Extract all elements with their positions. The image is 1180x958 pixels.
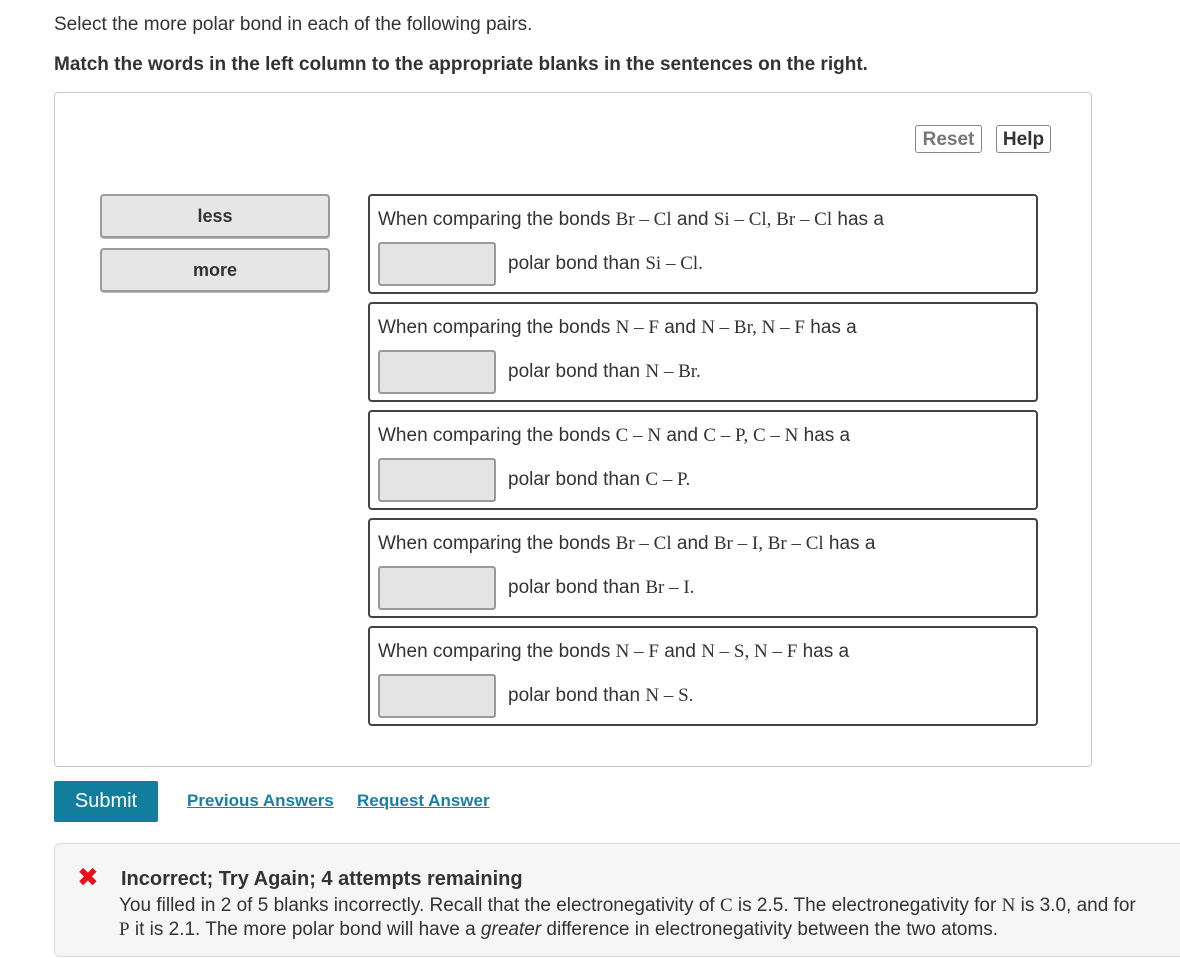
bond-formula: Br – Cl: [776, 209, 833, 230]
bond-formula: N – S: [701, 641, 745, 662]
sentence-4-line-2: [508, 577, 694, 599]
sentence-4-line-1: [378, 533, 875, 555]
sentence-text: and: [658, 317, 702, 338]
bond-formula: Si – Cl: [713, 209, 767, 230]
element-symbol: P: [119, 919, 130, 940]
sentence-text: has a: [832, 209, 884, 230]
feedback-message: [119, 894, 1179, 942]
sentence-box-4: [368, 518, 1038, 618]
answer-blank-2[interactable]: [378, 350, 496, 394]
sentence-text: and: [671, 209, 714, 230]
sentence-text: .: [688, 685, 694, 706]
word-tile-less[interactable]: less: [100, 194, 330, 238]
feedback-text: is 2.5. The electronegativity for: [732, 895, 1002, 916]
sentence-text: When comparing the bonds: [378, 641, 616, 662]
sentence-text: has a: [804, 317, 857, 338]
sentence-1-line-1: [378, 209, 884, 231]
bond-formula: N – S: [645, 685, 689, 706]
sentence-text: has a: [797, 641, 850, 662]
sentence-2-line-1: [378, 317, 857, 339]
request-answer-link[interactable]: Request Answer: [357, 791, 490, 810]
sentence-text: ,: [752, 317, 762, 338]
sentence-text: polar bond than: [508, 253, 646, 274]
bond-formula: Si – Cl: [645, 253, 699, 274]
sentence-text: has a: [823, 533, 876, 554]
sentence-text: .: [689, 577, 695, 598]
bond-formula: N – F: [754, 641, 798, 662]
bond-formula: C – P: [645, 469, 686, 490]
bond-formula: N – F: [615, 641, 659, 662]
sentence-text: When comparing the bonds: [378, 533, 616, 554]
bond-formula: Br – Cl: [615, 533, 672, 554]
answer-blank-3[interactable]: [378, 458, 496, 502]
sentence-box-1: [368, 194, 1038, 294]
sentence-box-5: [368, 626, 1038, 726]
sentence-box-2: [368, 302, 1038, 402]
feedback-text: You filled in 2 of 5 blanks incorrectly. Recall that the electronegativity of: [119, 895, 720, 916]
bond-formula: C – P: [703, 425, 744, 446]
feedback-text: it is 2.1. The more polar bond will have a: [129, 919, 481, 940]
bond-formula: N – Br: [645, 361, 697, 382]
bond-formula: C – N: [615, 425, 662, 446]
sentence-text: and: [658, 641, 702, 662]
match-instruction: Match the words in the left column to the appropriate blanks in the sentences on the right.: [54, 54, 868, 75]
bond-formula: N – F: [615, 317, 659, 338]
sentence-text: polar bond than: [508, 577, 646, 598]
feedback-panel: [54, 843, 1180, 957]
sentence-text: When comparing the bonds: [378, 209, 616, 230]
answer-blank-1[interactable]: [378, 242, 496, 286]
sentence-2-line-2: [508, 361, 701, 383]
reset-button[interactable]: Reset: [915, 125, 982, 153]
feedback-text: is 3.0, and for: [1015, 895, 1136, 916]
help-button[interactable]: Help: [996, 125, 1051, 153]
feedback-emphasis: greater: [480, 919, 542, 940]
sentence-5-line-1: [378, 641, 849, 663]
sentence-text: polar bond than: [508, 685, 646, 706]
sentence-3-line-1: [378, 425, 850, 447]
sentence-text: When comparing the bonds: [378, 425, 616, 446]
bond-formula: N – F: [761, 317, 805, 338]
word-tile-more[interactable]: more: [100, 248, 330, 292]
x-icon: ✖: [77, 862, 99, 892]
sentence-3-line-2: [508, 469, 690, 491]
bond-formula: Br – Cl: [767, 533, 824, 554]
answer-blank-5[interactable]: [378, 674, 496, 718]
sentence-text: has a: [798, 425, 851, 446]
submit-button[interactable]: Submit: [54, 781, 158, 822]
sentence-text: and: [671, 533, 714, 554]
answer-blank-4[interactable]: [378, 566, 496, 610]
sentence-text: .: [698, 253, 703, 274]
bond-formula: Br – I: [645, 577, 690, 598]
bond-formula: C – N: [752, 425, 799, 446]
sentence-text: .: [696, 361, 701, 382]
bond-formula: Br – I: [713, 533, 759, 554]
sentence-text: ,: [744, 641, 754, 662]
element-symbol: N: [1001, 895, 1016, 916]
bond-formula: N – Br: [701, 317, 753, 338]
sentence-1-line-2: [508, 253, 703, 275]
sentence-text: ,: [766, 209, 777, 230]
feedback-title: Incorrect; Try Again; 4 attempts remaining: [121, 868, 523, 890]
sentence-text: polar bond than: [508, 361, 646, 382]
sentence-5-line-2: [508, 685, 693, 707]
element-symbol: C: [719, 895, 733, 916]
sentence-text: ,: [743, 425, 753, 446]
sentence-text: and: [661, 425, 704, 446]
previous-answers-link[interactable]: Previous Answers: [187, 791, 334, 810]
sentence-text: .: [685, 469, 691, 490]
sentence-box-3: [368, 410, 1038, 510]
sentence-text: When comparing the bonds: [378, 317, 616, 338]
bond-formula: Br – Cl: [615, 209, 672, 230]
question-instruction: Select the more polar bond in each of the following pairs.: [54, 14, 533, 35]
sentence-text: polar bond than: [508, 469, 646, 490]
sentence-text: ,: [758, 533, 768, 554]
feedback-text: difference in electronegativity between the two atoms.: [541, 919, 999, 940]
